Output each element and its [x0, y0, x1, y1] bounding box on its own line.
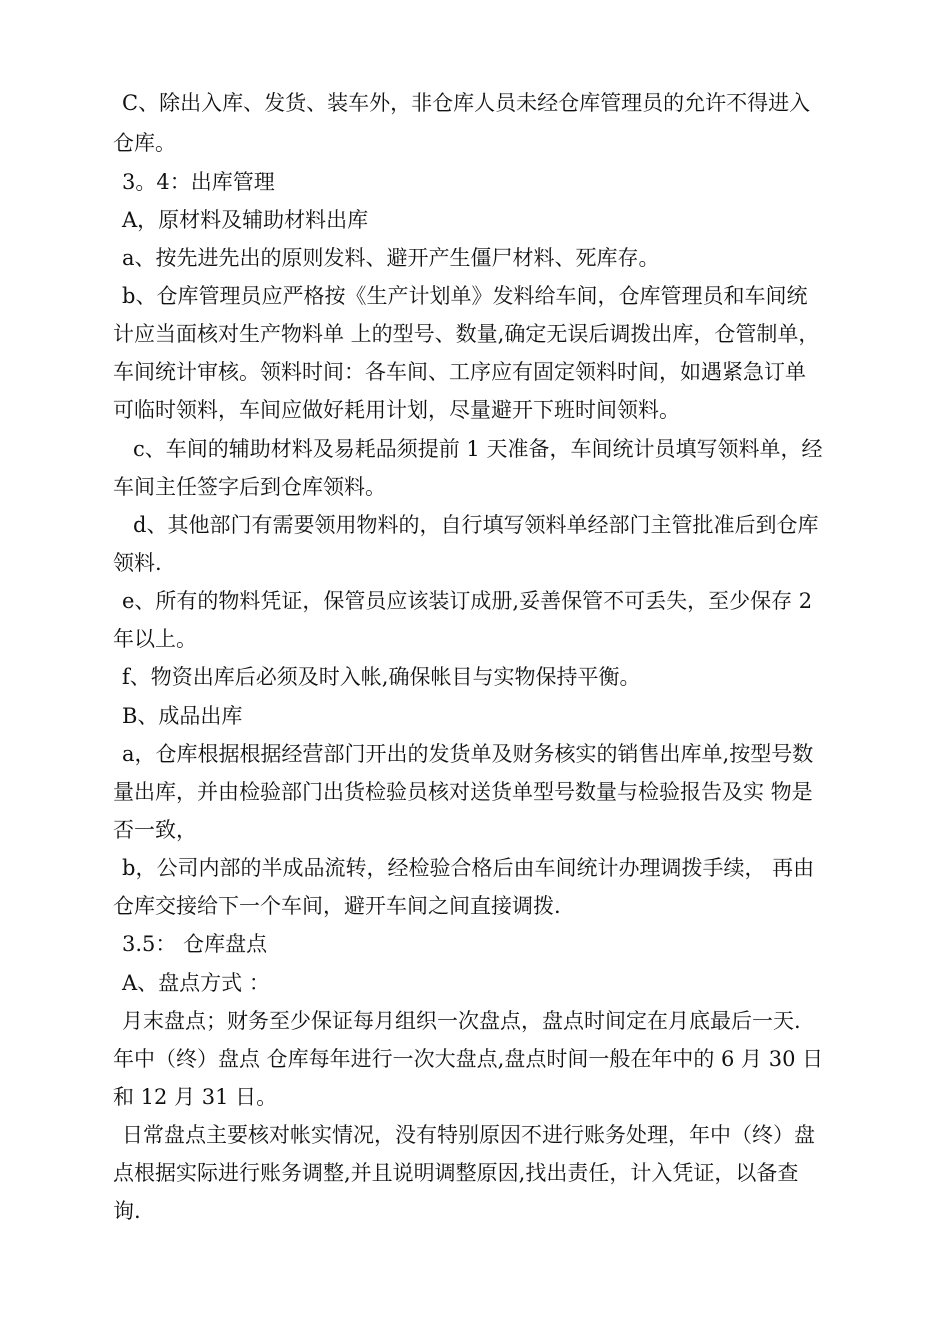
paragraph-line: 车间统计审核。领料时间：各车间、工序应有固定领料时间，如遇紧急订单 — [113, 360, 806, 384]
paragraph-line: 点根据实际进行账务调整,并且说明调整原因,找出责任，计入凭证，以备查 — [113, 1161, 799, 1185]
paragraph-line: 年以上。 — [113, 627, 197, 651]
paragraph-line: c、车间的辅助材料及易耗品须提前 1 天准备，车间统计员填写领料单，经 — [133, 437, 823, 461]
paragraph-line: C、除出入库、发货、装车外，非仓库人员未经仓库管理员的允许不得进入 — [122, 91, 811, 115]
paragraph-line: 领料. — [113, 551, 162, 575]
paragraph-line: 和 12 月 31 日。 — [113, 1085, 278, 1109]
paragraph-line: 仓库交接给下一个车间，避开车间之间直接调拨. — [113, 894, 561, 918]
paragraph-line: 否一致， — [113, 818, 197, 842]
paragraph-line: e、所有的物料凭证，保管员应该装订成册,妥善保管不可丢失，至少保存 2 — [122, 589, 813, 613]
subsection-heading: B、成品出库 — [122, 704, 243, 728]
paragraph-line: b、仓库管理员应严格按《生产计划单》发料给车间，仓库管理员和车间统 — [122, 284, 808, 308]
paragraph-line: a、按先进先出的原则发料、避开产生僵尸材料、死库存。 — [122, 246, 660, 270]
paragraph-line: a，仓库根据根据经营部门开出的发货单及财务核实的销售出库单,按型号数 — [122, 742, 814, 766]
paragraph-line: b，公司内部的半成品流转，经检验合格后由车间统计办理调拨手续， 再由 — [122, 856, 815, 880]
paragraph-line: 车间主任签字后到仓库领料。 — [113, 475, 386, 499]
paragraph-line: 量出库，并由检验部门出货检验员核对送货单型号数量与检验报告及实 物是 — [113, 780, 813, 804]
paragraph-line: 日常盘点主要核对帐实情况，没有特别原因不进行账务处理，年中（终）盘 — [122, 1123, 815, 1147]
paragraph-line: 计应当面核对生产物料单 上的型号、数量,确定无误后调拨出库，仓管制单， — [113, 322, 820, 346]
paragraph-line: 月末盘点；财务至少保证每月组织一次盘点，盘点时间定在月底最后一天. — [122, 1009, 801, 1033]
paragraph-line: 询. — [113, 1199, 141, 1223]
paragraph-line: 可临时领料，车间应做好耗用计划，尽量避开下班时间领料。 — [113, 398, 680, 422]
paragraph-line: 仓库。 — [113, 131, 176, 155]
section-heading: 3.5： 仓库盘点 — [122, 932, 268, 956]
paragraph-line: d、其他部门有需要领用物料的，自行填写领料单经部门主管批准后到仓库 — [133, 513, 819, 537]
section-heading: 3。4：出库管理 — [122, 170, 275, 194]
subsection-heading: A，原材料及辅助材料出库 — [122, 208, 369, 232]
paragraph-line: 年中（终）盘点 仓库每年进行一次大盘点,盘点时间一般在年中的 6 月 30 日 — [113, 1047, 824, 1071]
subsection-heading: A、盘点方式 ： — [122, 971, 270, 995]
paragraph-line: f、物资出库后必须及时入帐,确保帐目与实物保持平衡。 — [122, 665, 641, 689]
